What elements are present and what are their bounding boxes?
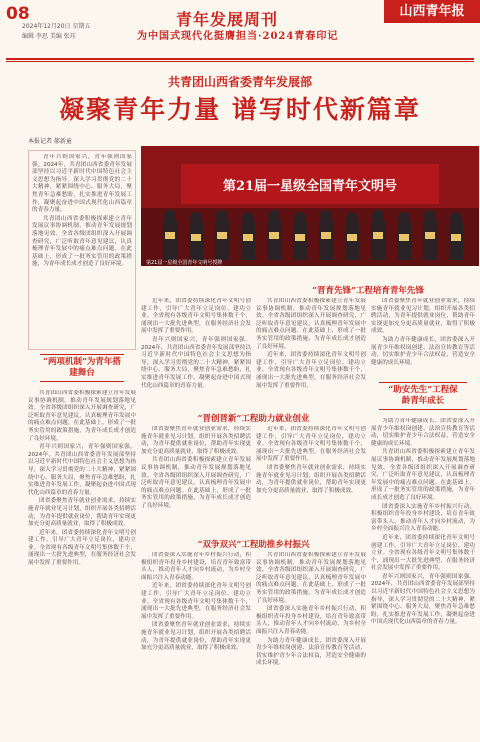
column-paragraph: 青年兴则国家兴，青年强则国家强。2024年，共青团山西省委青年发展部坚持以习近平新时代中国特色社会主义思想为指导，深入学习贯彻党的二十大精神，紧紧围绕中心、服务大局，聚焦青年急难愁盼，扎实推进青年发展工作，凝聚起奋进中国式现代化山西篇章的青春力量。 [28,444,136,496]
article-byline: 本报记者 郝新童 [28,138,72,145]
column-paragraph: 共青团山西省委积极探索建立青年发展议事协调机制，推动青年发展规划落地见效。全省各级团组织深入开展调查研究，广泛听取青年意见建议，认真梳理青年发展中的痛点难点问题。在此基础上，形成了一批务实管用的政策措施，为青年成长成才创造了良好环境。 [256,298,366,350]
award-photo [141,146,479,266]
article-kicker: 共青团山西省委青年发展部 [167,75,312,89]
column-paragraph: 团省委聚焦青年就业创业需求，持续实施青年就业见习计划，组织开展各类招聘活动，为青年提供就业岗位，帮助青年实现更加充分更高质量就业，取得了积极成效。 [141,426,251,455]
column-paragraph: 近年来，团省委持续深化青年文明号创建工作，引导广大青年立足岗位、建功立业。全省现有各级青年文明号集体数千个，涌现出一大批先进典型，在服务经济社会发展中发挥了重要作用。 [256,352,366,389]
page-header [0,0,480,64]
subhead-frame [40,354,124,382]
column-paragraph: 团省委深入实施青年乡村振兴行动，积极组织青年投身乡村建设，培育青年致富带头人，推动青年人才向乡村流动，为乡村全面振兴注入青春动能。 [256,606,366,635]
column-5a [141,552,251,738]
award-photo-illustration [141,146,479,266]
column-paragraph: 近年来，团省委持续深化青年文明号创建工作，引导广大青年立足岗位、建功立业。全省现有各级青年文明号集体数千个，涌现出一大批先进典型，在服务经济社会发展中发挥了重要作用。 [141,298,251,335]
intro-box [28,150,136,350]
column-paragraph: 为助力青年健康成长，团省委深入开展青少年维权岗创建、法治宣传教育等活动，切实维护青少年合法权益，营造安全健康的成长环境。 [256,637,366,667]
page-editor: 编辑 李思 美编 张珏 [22,33,76,40]
intro-text [32,154,132,346]
column-paragraph: 共青团山西省委积极探索建立青年发展议事协调机制，推动青年发展规划落地见效。全省各级团组织深入开展调查研究，广泛听取青年意见建议，认真梳理青年发展中的痛点难点问题。在此基础上，形成了一批务实管用的政策措施，为青年成长成才创造了良好环境。 [256,552,366,604]
subhead-text: “晋育先锋”工程培育青年先锋 [312,286,424,296]
article-headline: 凝聚青年力量 谱写时代新篇章 [59,95,421,124]
column-paragraph: 近年来，团省委持续深化青年文明号创建工作，引导广大青年立足岗位、建功立业。全省现有各级青年文明号集体数千个，涌现出一大批先进典型，在服务经济社会发展中发挥了重要作用。 [371,534,475,572]
column-2b [256,298,366,408]
intro-paragraph: 共青团山西省委积极探索建立青年发展议事协调机制，推动青年发展规划落地见效。全省各级团组织深入开展调查研究，广泛听取青年意见建议，认真梳理青年发展中的痛点难点问题。在此基础上，形成了一批务实管用的政策措施，为青年成长成才创造了良好环境。 [32,215,132,268]
subhead-text: “晋创晋新”工程助力就业创业 [197,414,310,424]
subhead-5 [141,538,366,550]
column-paragraph: 共青团山西省委积极探索建立青年发展议事协调机制，推动青年发展规划落地见效。全省各级团组织深入开展调查研究，广泛听取青年意见建议，认真梳理青年发展中的痛点难点问题。在此基础上，形成了一批务实管用的政策措施，为青年成长成才创造了良好环境。 [371,449,475,501]
subhead-3 [141,412,366,424]
column-4 [371,418,475,738]
page-number: 08 [6,4,30,24]
photo-banner-text: 第21届一星级全国青年文明号 [222,179,398,194]
column-5b [256,552,366,738]
subhead-text: “助安先生”工程保龄青年成长 [388,385,458,406]
column-paragraph: 团省委聚焦青年就业创业需求，持续实施青年就业见习计划，组织开展各类招聘活动，为青年提供就业岗位，帮助青年实现更加充分更高质量就业，取得了积极成效。 [371,298,475,335]
column-paragraph: 为助力青年健康成长，团省委深入开展青少年维权岗创建、法治宣传教育等活动，切实维护青少年合法权益，营造安全健康的成长环境。 [371,418,475,447]
column-paragraph: 团省委聚焦青年就业创业需求，持续实施青年就业见习计划，组织开展各类招聘活动，为青年提供就业岗位，帮助青年实现更加充分更高质量就业，取得了积极成效。 [256,464,366,494]
column-paragraph: 近年来，团省委持续深化青年文明号创建工作，引导广大青年立足岗位、建功立业。全省现有各级青年文明号集体数千个，涌现出一大批先进典型，在服务经济社会发展中发挥了重要作用。 [28,529,136,567]
subhead-2 [258,284,478,296]
column-1 [28,390,136,738]
column-paragraph: 近年来，团省委持续深化青年文明号创建工作，引导广大青年立足岗位、建功立业。全省现有各级青年文明号集体数千个，涌现出一大批先进典型，在服务经济社会发展中发挥了重要作用。 [141,583,251,620]
column-paragraph: 共青团山西省委积极探索建立青年发展议事协调机制，推动青年发展规划落地见效。全省各级团组织深入开展调查研究，广泛听取青年意见建议，认真梳理青年发展中的痛点难点问题。在此基础上，形成了一批务实管用的政策措施，为青年成长成才创造了良好环境。 [28,390,136,442]
header-rule [6,58,474,60]
column-2c [371,298,475,378]
intro-paragraph: 青年兴则国家兴，青年强则国家强。2024年，共青团山西省委青年发展部坚持以习近平新时代中国特色社会主义思想为指导，深入学习贯彻党的二十大精神，紧紧围绕中心、服务大局，聚焦青年急难愁盼，扎实推进青年发展工作，凝聚起奋进中国式现代化山西篇章的青春力量。 [32,154,132,214]
column-3a [141,426,251,532]
photo-caption: 第21届一星级全国青年文明号授牌 [146,260,223,266]
subhead-1 [28,356,136,379]
column-paragraph: 近年来，团省委持续深化青年文明号创建工作，引导广大青年立足岗位、建功立业。全省现有各级青年文明号集体数千个，涌现出一大批先进典型，在服务经济社会发展中发挥了重要作用。 [256,426,366,463]
column-paragraph: 青年兴则国家兴，青年强则国家强。2024年，共青团山西省委青年发展部坚持以习近平新时代中国特色社会主义思想为指导，深入学习贯彻党的二十大精神，紧紧围绕中心、服务大局，聚焦青年急难愁盼，扎实推进青年发展工作，凝聚起奋进中国式现代化山西篇章的青春力量。 [371,573,475,626]
section-subtitle: 为中国式现代化挺膺担当·2024青春印记 [137,31,339,42]
column-paragraph: 团省委深入实施青年乡村振兴行动，积极组织青年投身乡村建设，培育青年致富带头人，推动青年人才向乡村流动，为乡村全面振兴注入青春动能。 [371,503,475,533]
subhead-text: “双争双兴”工程助推乡村振兴 [197,540,310,550]
subhead-4 [371,384,475,407]
column-paragraph: 团省委聚焦青年就业创业需求，持续实施青年就业见习计划，组织开展各类招聘活动，为青年提供就业岗位，帮助青年实现更加充分更高质量就业，取得了积极成效。 [28,498,136,528]
column-2a [141,298,251,408]
header-rule-thin [6,61,474,62]
column-paragraph: 共青团山西省委积极探索建立青年发展议事协调机制，推动青年发展规划落地见效。全省各级团组织深入开展调查研究，广泛听取青年意见建议，认真梳理青年发展中的痛点难点问题。在此基础上，形成了一批务实管用的政策措施，为青年成长成才创造了良好环境。 [141,457,251,509]
subhead-frame [379,382,467,410]
subhead-text: “两项机制”为青年搭建舞台 [43,357,121,378]
column-paragraph: 团省委深入实施青年乡村振兴行动，积极组织青年投身乡村建设，培育青年致富带头人，推动青年人才向乡村流动，为乡村全面振兴注入青春动能。 [141,552,251,581]
column-3b [256,426,366,532]
newspaper-logo: 山西青年报 [384,0,480,23]
column-paragraph: 为助力青年健康成长，团省委深入开展青少年维权岗创建、法治宣传教育等活动，切实维护青少年合法权益，营造安全健康的成长环境。 [371,336,475,366]
page-date: 2024年12月20日 星期五 [22,23,91,30]
column-paragraph: 团省委聚焦青年就业创业需求，持续实施青年就业见习计划，组织开展各类招聘活动，为青年提供就业岗位，帮助青年实现更加充分更高质量就业，取得了积极成效。 [141,622,251,652]
section-title: 青年发展周刊 [176,10,279,29]
column-paragraph: 青年兴则国家兴，青年强则国家强。2024年，共青团山西省委青年发展部坚持以习近平新时代中国特色社会主义思想为指导，深入学习贯彻党的二十大精神，紧紧围绕中心、服务大局，聚焦青年急难愁盼，扎实推进青年发展工作，凝聚起奋进中国式现代化山西篇章的青春力量。 [141,336,251,389]
